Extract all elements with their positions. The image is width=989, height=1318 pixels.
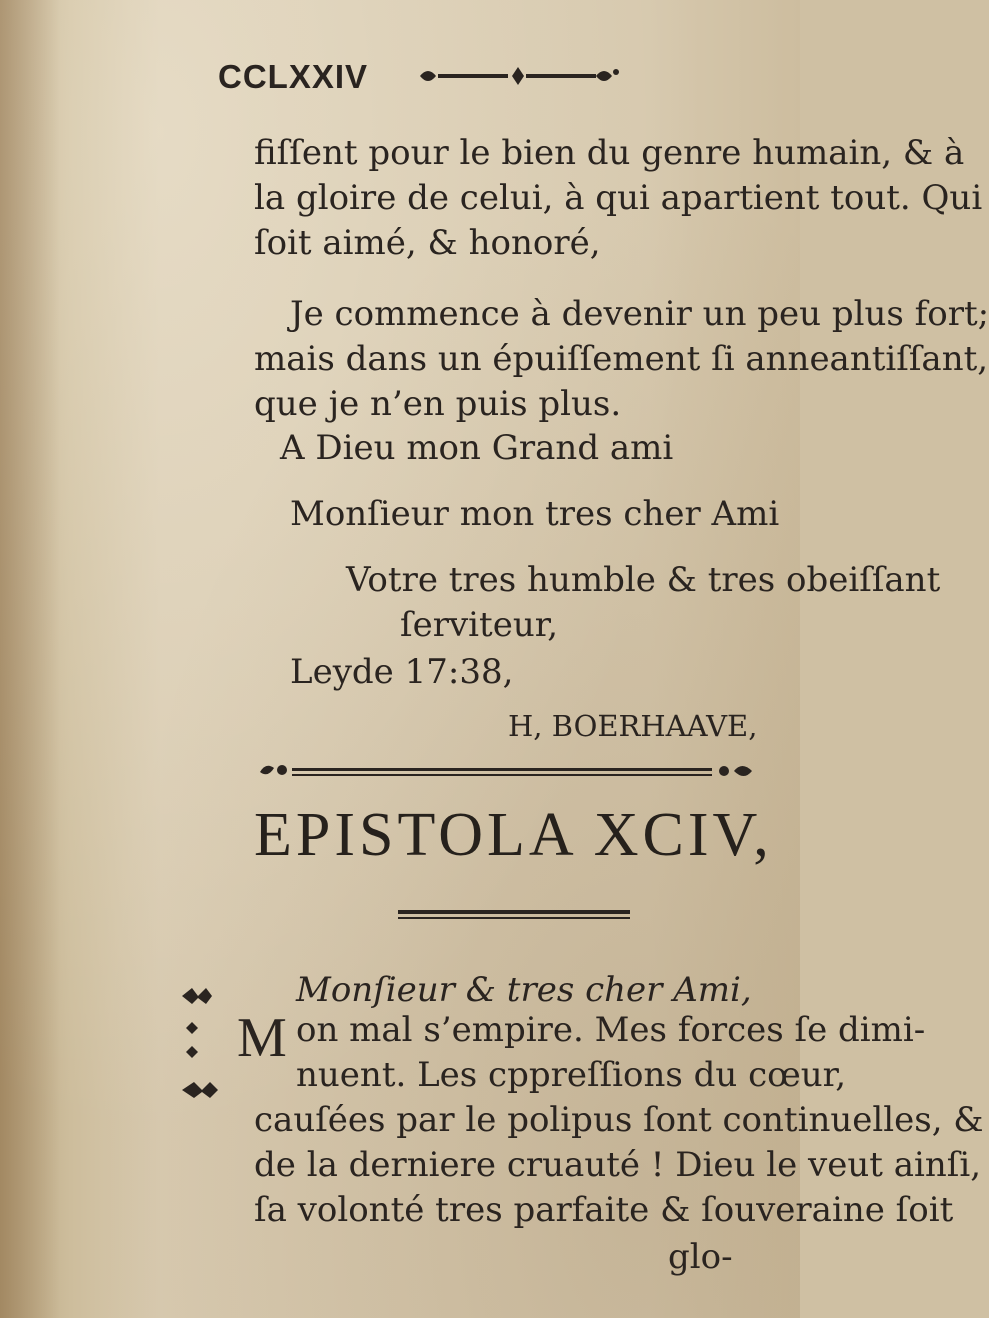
signature: H, BOERHAAVE, <box>508 709 758 743</box>
salutation: Monſieur & tres cher Ami, <box>296 970 752 1010</box>
signoff-line: ſerviteur, <box>400 605 559 645</box>
dropcap-letter: M <box>237 1007 287 1069</box>
text-line: mais dans un épuiſſement ſi anneantiſſant, <box>254 339 989 379</box>
text-line: de la derniere cruauté ! Dieu le veut ainſi, <box>254 1145 982 1185</box>
text-line: la gloire de celui, à qui apartient tout. Qui <box>254 178 983 218</box>
page-edge-shadow <box>0 0 60 1318</box>
text-line: fiſſent pour le bien du genre humain, & à <box>254 133 965 173</box>
place-date: Leyde 17:38, <box>290 652 514 692</box>
signoff-line: Votre tres humble & tres obeiſſant <box>346 560 941 600</box>
running-header <box>218 58 621 96</box>
catchword: glo- <box>668 1237 733 1277</box>
header-ornament-icon <box>416 62 621 92</box>
text-line: Je commence à devenir un peu plus fort; <box>290 294 989 334</box>
text-line: cauſées par le polipus ſont continuelles, & <box>254 1100 984 1140</box>
letter-title: EPISTOLA XCIV, <box>254 801 773 869</box>
divider-ornament-icon <box>258 758 758 786</box>
text-line: que je n’en puis plus. <box>254 384 622 424</box>
page-number: CCLXXIV <box>218 58 369 95</box>
text-line: on mal s’empire. Mes forces ſe dimi- <box>296 1010 926 1050</box>
text-line: ſa volonté tres parfaite & ſouveraine ſoit <box>254 1190 954 1230</box>
farewell-line: A Dieu mon Grand ami <box>280 428 674 468</box>
title-underline-rule <box>398 908 630 924</box>
text-line: nuent. Les cppreſſions du cœur, <box>296 1055 847 1095</box>
text-line: ſoit aimé, & honoré, <box>254 223 601 263</box>
address-line: Monſieur mon tres cher Ami <box>290 494 780 534</box>
